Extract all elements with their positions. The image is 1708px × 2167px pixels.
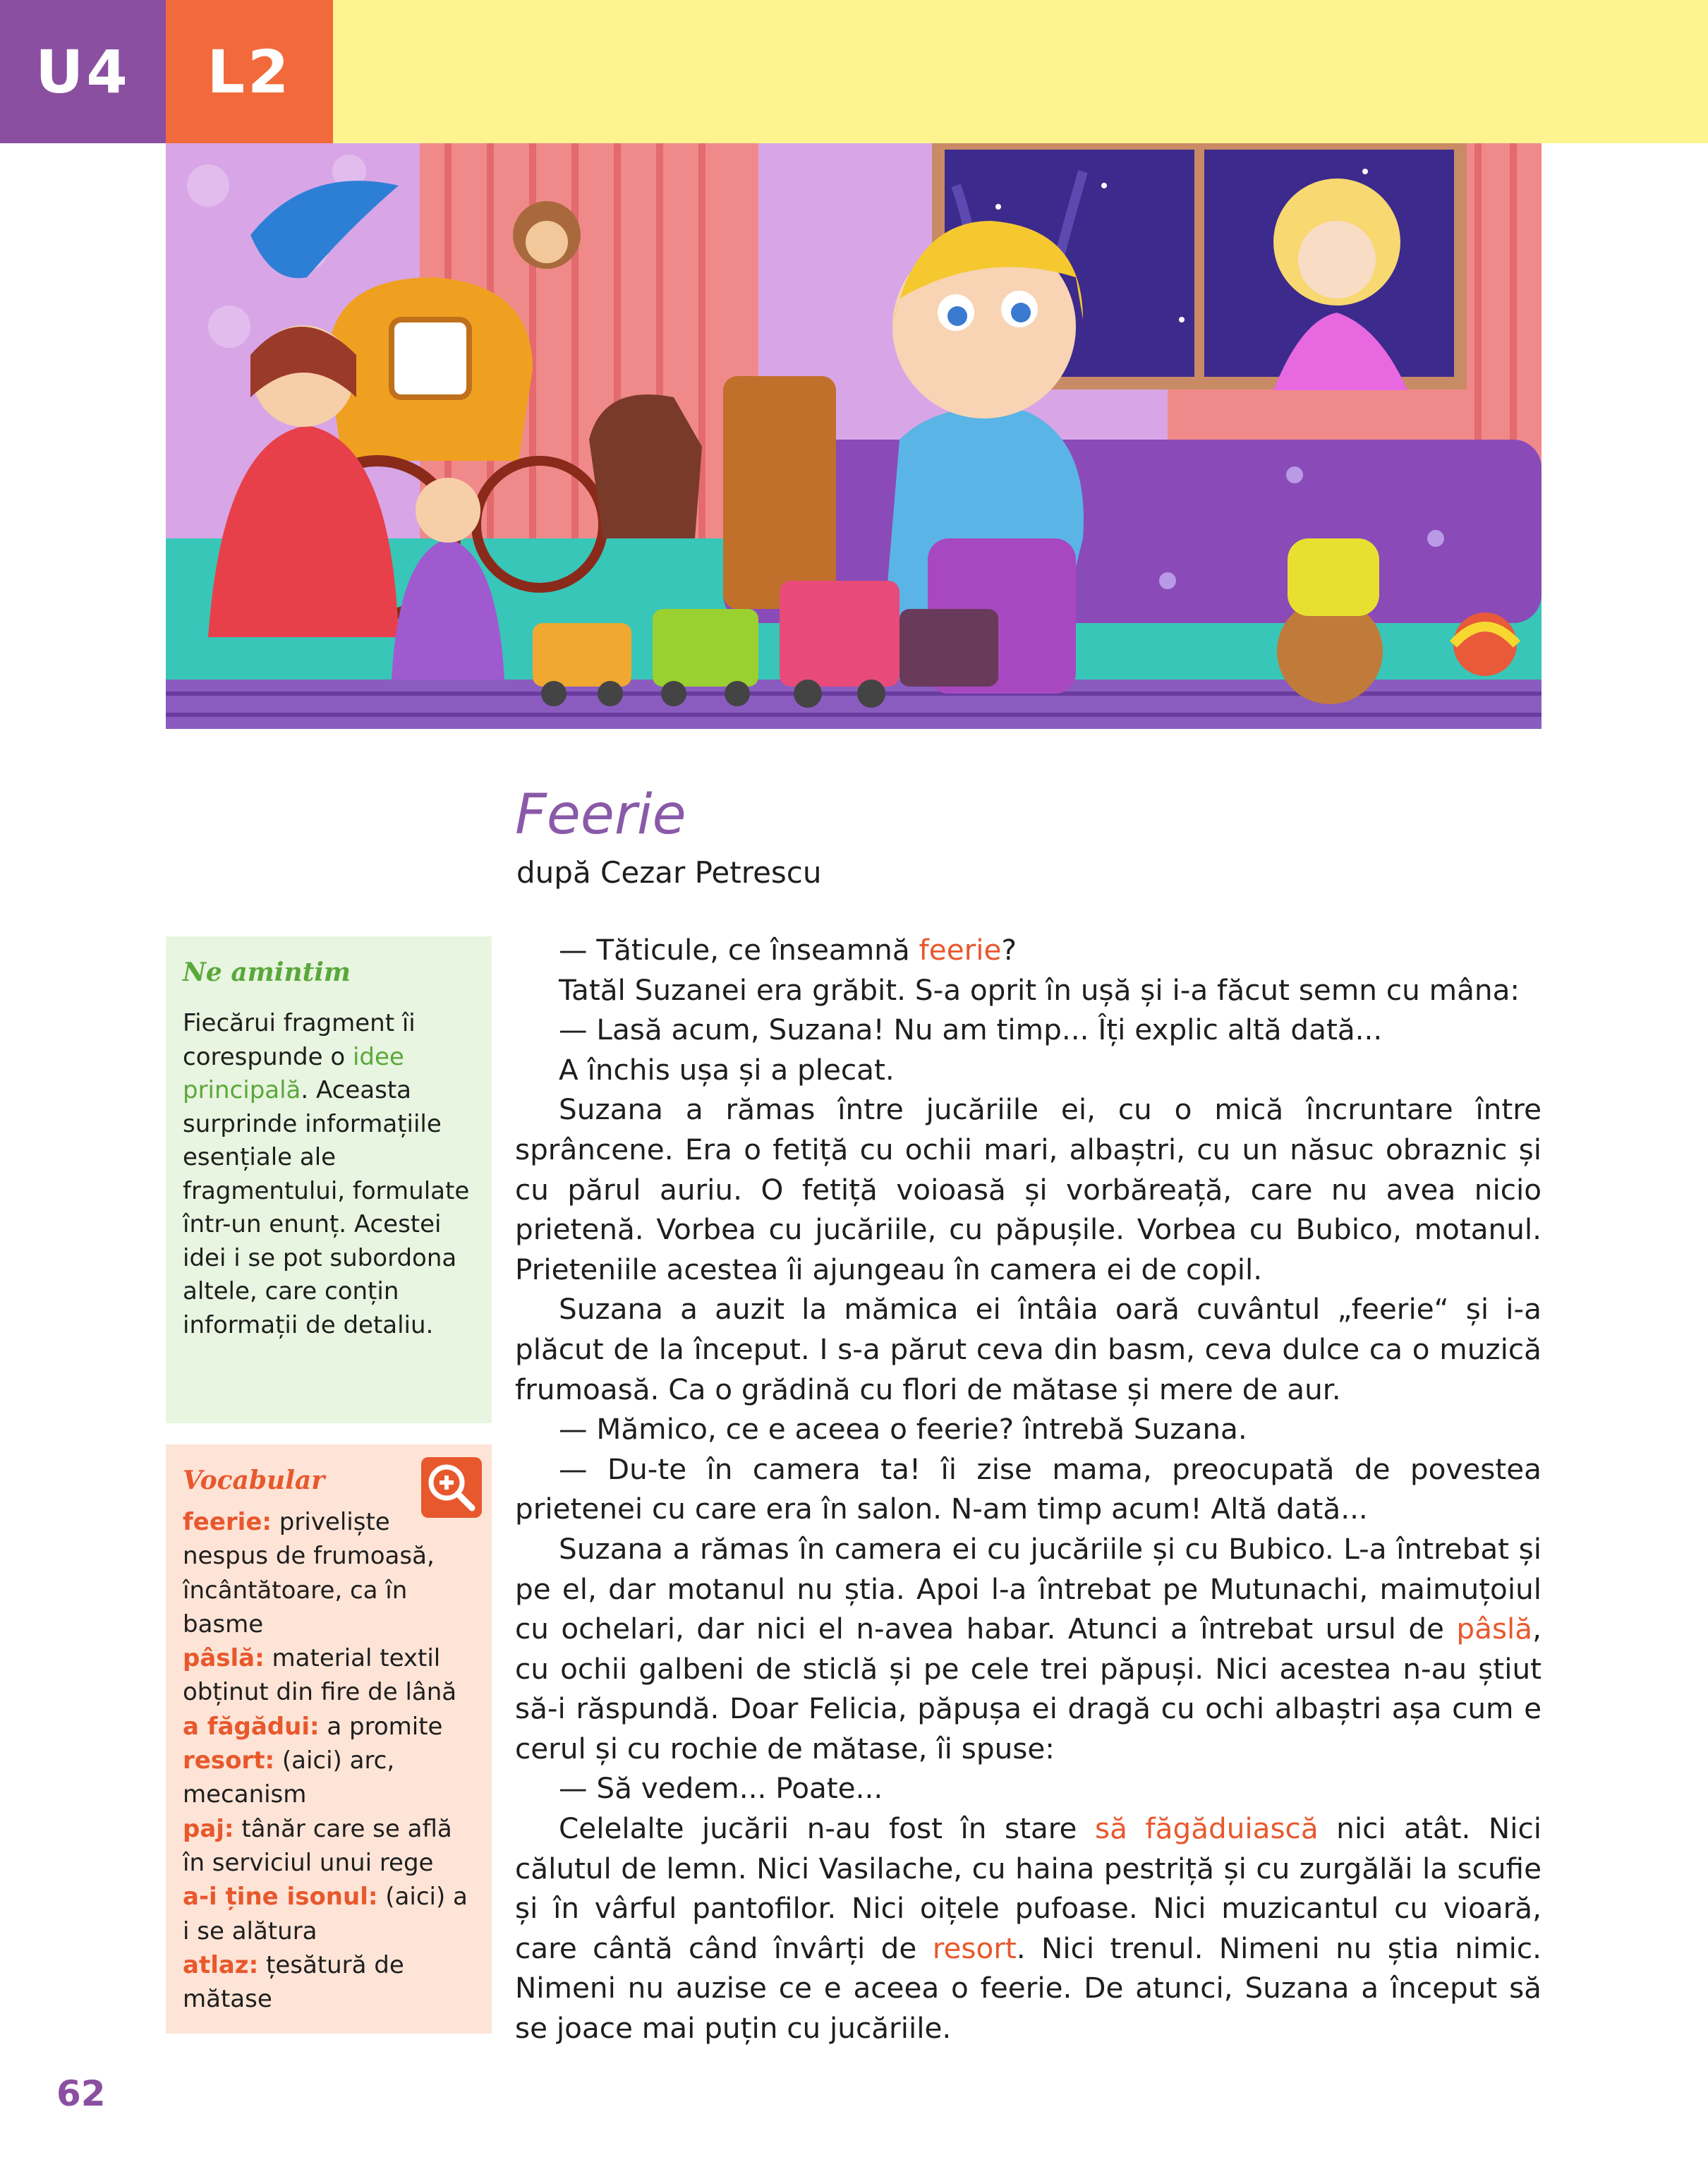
unit-label: U4 [35,37,131,107]
vocab-entry [183,1812,475,1881]
vocab-term: a-i ține isonul: [183,1883,378,1912]
story-paragraph [515,930,1542,970]
story-text-span: — Tăticule, ce înseamnă [559,933,919,967]
story-text-span: Celelalte jucării n-au fost în stare [559,1811,1095,1846]
story-paragraph: — Să vedem... Poate... [559,1771,883,1806]
vocabular-list [183,1505,475,2016]
ne-amintim-span: . Aceasta surprinde informațiile esențiale ale fragmentului, formulate într-un enunț. Acestei idei i se pot subordona altele, care conțin informații de detaliu. [183,1076,470,1339]
vocab-term: pâslă: [183,1644,265,1673]
lesson-badge [166,0,333,143]
ne-amintim-text [183,1007,475,1342]
story-text-span: ? [1001,933,1017,967]
vocab-term: atlaz: [183,1950,259,1979]
story-paragraph: Suzana a rămas între jucăriile ei, cu o mică încruntare între sprâncene. Era o fetiță cu ochii mari, albaștri, cu un năsuc obraznic și cu părul auriu. O fetiță voioasă și vorbăreață, care nu avea nicio prietenă. Vorbea cu jucăriile, cu păpușile. Vorbea cu Bubico, motanul. Prieteniile acestea îi ajungeau în camera ei de copil. [515,1092,1542,1286]
vocab-entry [183,1880,475,1948]
vocab-entry [183,1641,475,1710]
story-paragraph [515,1809,1542,2048]
vocab-definition: țesătură de mătase [183,1950,404,2014]
vocab-keyword: resort [932,1931,1017,1965]
story-paragraph: A închis ușa și a plecat. [559,1052,895,1087]
vocab-term: feerie: [183,1508,272,1536]
magnifier-plus-icon [421,1457,482,1518]
ne-amintim-title: Ne amintim [183,958,351,987]
story-text-span: nici atât. Nici călutul de lemn. Nici Vasilache, cu haina pestriță și cu zurgălăi la scufie și în vârful pantofilor. Nici oițele pufoase. Nici muzicantul cu vioară, care cântă când învârți de [515,1811,1542,1965]
vocab-term: resort: [183,1746,275,1775]
story-paragraph: Tatăl Suzanei era grăbit. S-a oprit în ușă și i-a făcut semn cu mâna: [559,972,1520,1007]
vocab-definition: priveliște nespus de frumoasă, încântătoare, ca în basme [183,1508,435,1638]
story-text [515,930,1542,2048]
story-text-span: Suzana a rămas în camera ei cu jucăriile și cu Bubico. L-a întrebat și pe el, dar motanul nu știa. Apoi l-a întrebat pe Mutunachi, maimuțoiul cu ochelari, dar nici el n-avea habar. Atunci a întrebat ursul de [515,1531,1542,1646]
vocab-keyword: pâslă [1456,1612,1533,1646]
page-number: 62 [56,2073,106,2114]
vocab-definition: (aici) a i se alătura [183,1883,468,1945]
vocab-entry [183,1948,475,2017]
story-text-span: . Nici trenul. Nimeni nu știa nimic. Nimeni nu auzise ce e aceea o feerie. De atunci, Suzana a început să se joace mai puțin cu jucăriile. [515,1931,1542,2046]
vocab-definition: material textil obținut din fire de lână [183,1644,457,1707]
story-illustration [166,143,1542,729]
vocab-entry [183,1710,475,1744]
vocabular-box [166,1444,492,2034]
story-paragraph: — Mămico, ce e aceea o feerie? întrebă Suzana. [559,1412,1247,1447]
ne-amintim-keyword: idee principală [183,1042,404,1104]
vocab-keyword: să făgăduiască [1094,1811,1319,1846]
vocab-term: a făgădui: [183,1712,320,1741]
story-paragraph: Suzana a auzit la mămica ei întâia oară cuvântul „feerie“ și i-a plăcut de la început. I s-a părut ceva din basm, ceva dulce ca o muzică frumoasă. Ca o grădină cu flori de mătase și mere de aur. [515,1292,1542,1406]
vocab-definition: (aici) arc, mecanism [183,1746,395,1809]
ne-amintim-box [166,936,492,1423]
vocab-entry [183,1744,475,1812]
ne-amintim-span: Fiecărui fragment îi corespunde o [183,1009,416,1071]
story-text-span: , cu ochii galbeni de sticlă și pe cele trei păpuși. Nici acestea n-au știut să-i răspundă. Doar Felicia, păpușa ei dragă cu ochi albaștri așa cum e cerul și cu rochie de mătase, îi spuse: [515,1612,1542,1765]
story-paragraph: — Du-te în camera ta! îi zise mama, preocupată de povestea prietenei cu care era în salon. N-am timp acum! Altă dată... [515,1451,1542,1526]
story-title: Feerie [515,783,686,847]
vocab-definition: a promite [319,1712,443,1741]
vocab-entry [183,1505,475,1641]
vocab-term: paj: [183,1814,234,1843]
story-author: după Cezar Petrescu [516,855,822,890]
vocabular-title: Vocabular [183,1466,325,1495]
vocab-keyword: feerie [919,933,1002,967]
story-paragraph [515,1529,1542,1769]
unit-badge [0,0,166,143]
lesson-label: L2 [207,37,292,107]
vocab-definition: tânăr care se află în serviciul unui rege [183,1814,452,1877]
story-paragraph: — Lasă acum, Suzana! Nu am timp... Îți explic altă dată... [559,1013,1383,1047]
